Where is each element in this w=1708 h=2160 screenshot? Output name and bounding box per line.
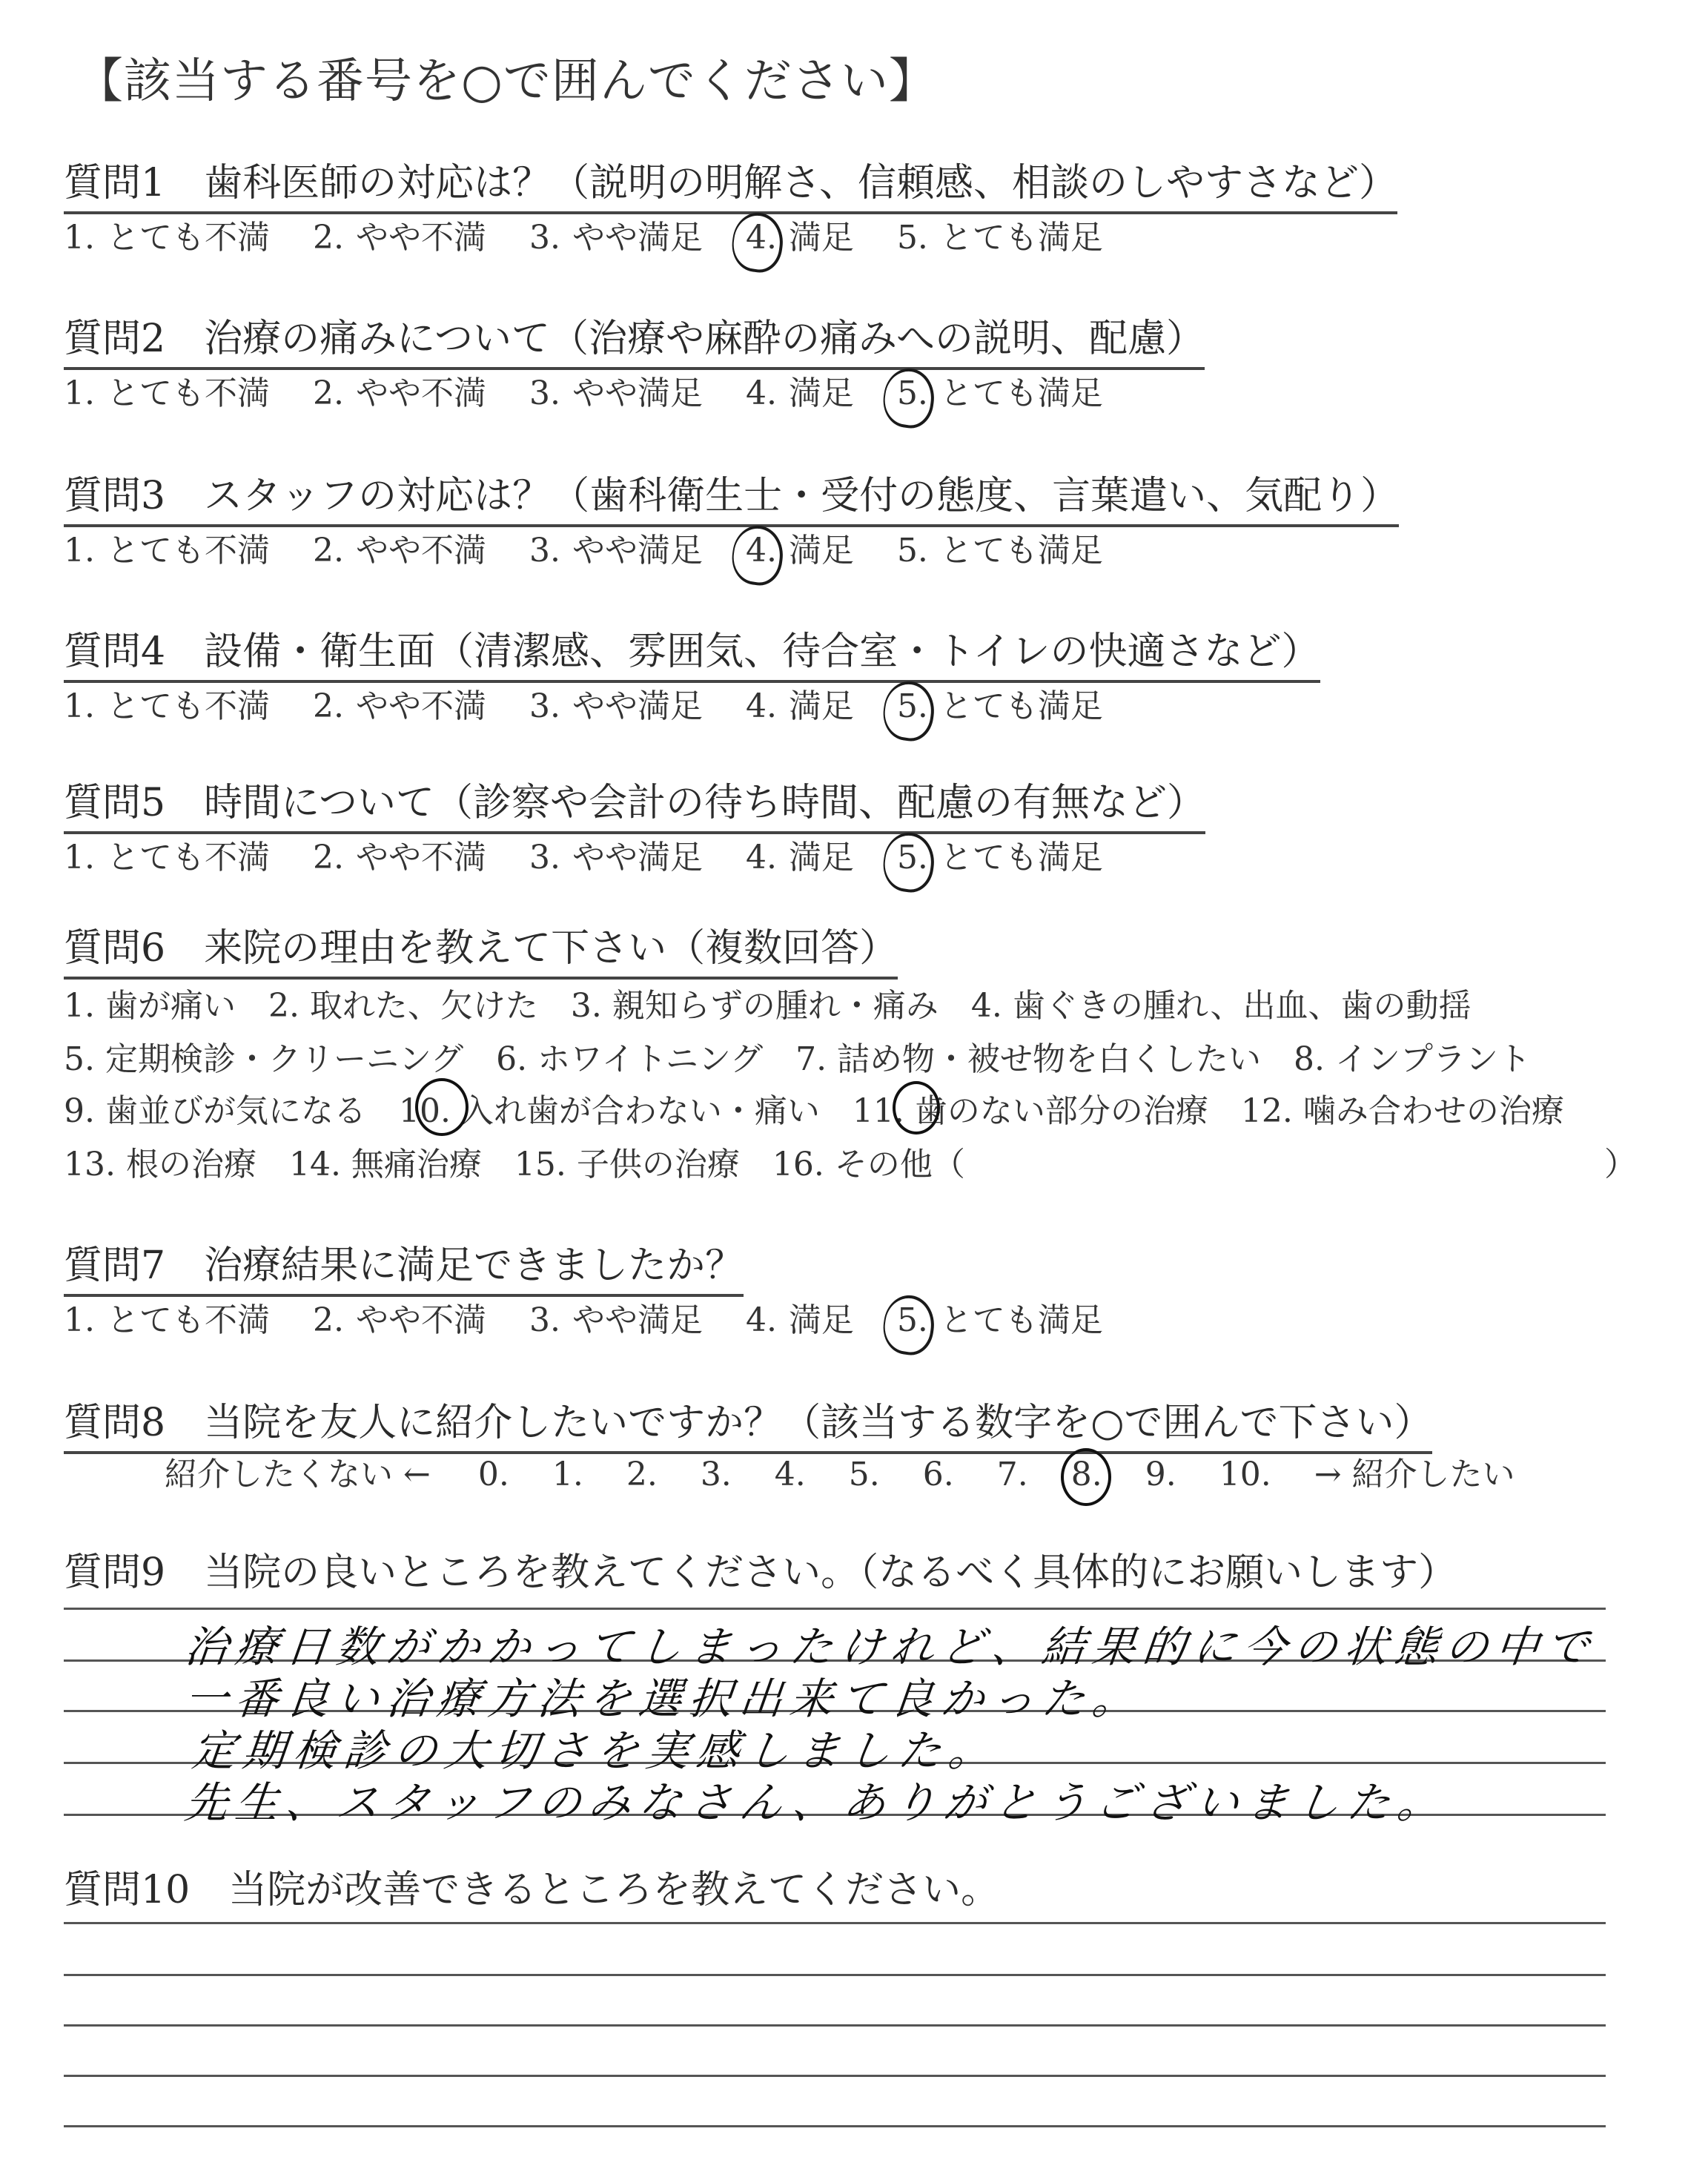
q7-options: [64, 1293, 1146, 1341]
q2-option-5: [897, 366, 1103, 414]
q1-option-label: 満足: [788, 219, 854, 257]
q3-option-label: とても満足: [939, 532, 1103, 569]
q4-option-label: やや満足: [572, 687, 703, 725]
q5-option-number: 2.: [312, 839, 344, 876]
q2-option-label: やや不満: [355, 374, 486, 412]
q8-scale-value: 6.: [922, 1456, 954, 1493]
q3-option-label: やや不満: [355, 532, 486, 569]
q4-option-number: 1.: [64, 687, 95, 725]
q5-option-number: 4.: [745, 839, 777, 876]
q3-option-5: [897, 524, 1103, 571]
q1-option-number: 1.: [64, 219, 95, 257]
q7-option-label: とても満足: [939, 1301, 1103, 1339]
q10-label: 質問10 当院が改善できるところを教えてください。: [64, 1868, 1000, 1912]
q5-option-label: 満足: [788, 839, 854, 876]
q2-option-2: [313, 366, 486, 414]
q1-option-label: やや不満: [355, 219, 486, 257]
q6-close-paren: ）: [1604, 1146, 1637, 1183]
q4-option-1: [64, 679, 270, 727]
q7-option-label: とても不満: [106, 1301, 270, 1339]
q2-option-1: [64, 366, 270, 414]
q4-option-label: 満足: [788, 687, 854, 725]
q7-option-4: [746, 1293, 854, 1341]
q1-option-3: [529, 211, 703, 258]
q5-option-label: やや不満: [355, 839, 486, 876]
q2-option-label: とても満足: [939, 374, 1103, 412]
q2-option-4: [746, 366, 854, 414]
q5-option-1: [64, 830, 270, 878]
q2-options: [64, 366, 1146, 414]
q4-option-number: 2.: [312, 687, 344, 725]
q7-option-2: [313, 1293, 486, 1341]
q3-option-number: 1.: [64, 532, 95, 569]
q9-answer-line: 治療日数がかかってしまったけれど、結果的に今の状態の中で: [182, 1622, 1600, 1672]
q2-label: 質問2 治療の痛みについて（治療や麻酔の痛みへの説明、配慮）: [64, 307, 1205, 370]
q6-row-2: 5. 定期検診・クリーニング 6. ホワイトニング 7. 詰め物・被せ物を白くしたい 8. インプラント: [64, 1040, 1532, 1078]
q1-option-label: やや満足: [572, 219, 703, 257]
q3-label: 質問3 スタッフの対応は？（歯科衛生士・受付の態度、言葉遣い、気配り）: [64, 464, 1399, 527]
q5-option-4: [746, 830, 854, 878]
q6-row-4: 13. 根の治療 14. 無痛治療 15. 子供の治療 16. その他（: [64, 1146, 965, 1183]
q5-option-label: とても満足: [939, 839, 1103, 876]
q4-option-label: やや不満: [355, 687, 486, 725]
q3-option-label: 満足: [788, 532, 854, 569]
q8-scale: [165, 1447, 1515, 1495]
q3-option-2: [313, 524, 486, 571]
q1-option-label: とても不満: [106, 219, 270, 257]
q8-scale-value: 7.: [996, 1456, 1028, 1493]
q2-option-label: やや満足: [572, 374, 703, 412]
q2-option-label: とても不満: [106, 374, 270, 412]
q9-answer-line: 先生、スタッフのみなさん、ありがとうございました。: [182, 1777, 1451, 1828]
q1-label: 質問1 歯科医師の対応は？（説明の明解さ、信頼感、相談のしやすさなど）: [64, 151, 1397, 214]
q10-line: [64, 1974, 1606, 1976]
q5-option-label: とても不満: [106, 839, 270, 876]
q9-label: 質問9 当院の良いところを教えてください。（なるべく具体的にお願いします）: [64, 1550, 1457, 1595]
q8-scale-value: 10.: [1219, 1456, 1271, 1493]
q3-option-number: 5.: [896, 532, 928, 569]
q4-option-number: 3.: [529, 687, 560, 725]
q7-option-3: [529, 1293, 703, 1341]
q10-line: [64, 1922, 1606, 1924]
q5-option-3: [529, 830, 703, 878]
q7-option-number: 2.: [312, 1301, 344, 1339]
q1-option-number: 4.: [745, 219, 777, 257]
q4-label: 質問4 設備・衛生面（清潔感、雰囲気、待合室・トイレの快適さなど）: [64, 620, 1320, 683]
q7-option-number: 5.: [896, 1301, 928, 1339]
q8-scale-value: 2.: [626, 1456, 658, 1493]
q1-options: [64, 211, 1146, 258]
q3-option-3: [529, 524, 703, 571]
q8-scale-value: 1.: [552, 1456, 583, 1493]
q3-options: [64, 524, 1146, 571]
page-title: 【該当する番号を○で囲んでください】: [76, 54, 937, 109]
q6-label: 質問6 来院の理由を教えて下さい（複数回答）: [64, 916, 898, 980]
q4-option-3: [529, 679, 703, 727]
q9-line: [64, 1608, 1606, 1610]
q5-option-number: 5.: [896, 839, 928, 876]
q7-label: 質問7 治療結果に満足できましたか？: [64, 1234, 744, 1297]
q3-option-number: 2.: [312, 532, 344, 569]
q8-scale-value: 0.: [477, 1456, 509, 1493]
q5-option-number: 1.: [64, 839, 95, 876]
q1-option-1: [64, 211, 270, 258]
q6-circle-11: [893, 1081, 940, 1135]
q8-scale-value: 3.: [700, 1456, 732, 1493]
q4-options: [64, 679, 1146, 727]
q2-option-label: 満足: [788, 374, 854, 412]
q8-selected-circle: [1061, 1448, 1111, 1506]
q3-option-number: 3.: [529, 532, 560, 569]
q4-option-label: とても不満: [106, 687, 270, 725]
q8-scale-value: 9.: [1145, 1456, 1176, 1493]
q2-option-number: 5.: [896, 374, 928, 412]
q1-option-5: [897, 211, 1103, 258]
q7-option-label: やや不満: [355, 1301, 486, 1339]
q2-option-number: 3.: [529, 374, 560, 412]
q7-option-label: やや満足: [572, 1301, 703, 1339]
q8-scale-value: 8.: [1071, 1456, 1102, 1493]
q2-option-number: 2.: [312, 374, 344, 412]
q4-option-number: 5.: [896, 687, 928, 725]
q9-answer-line: 一番良い治療方法を選択出来て良かった。: [182, 1674, 1146, 1724]
q6-row-1: 1. 歯が痛い 2. 取れた、欠けた 3. 親知らずの腫れ・痛み 4. 歯ぐきの腫れ、出血、歯の動揺: [64, 987, 1472, 1025]
q3-option-1: [64, 524, 270, 571]
q2-option-3: [529, 366, 703, 414]
q8-scale-value: 5.: [848, 1456, 880, 1493]
q10-line: [64, 2125, 1606, 2127]
q5-option-number: 3.: [529, 839, 560, 876]
q4-option-5: [897, 679, 1103, 727]
q4-option-label: とても満足: [939, 687, 1103, 725]
q5-options: [64, 830, 1146, 878]
q5-label: 質問5 時間について（診察や会計の待ち時間、配慮の有無など）: [64, 771, 1205, 834]
q7-option-5: [897, 1293, 1103, 1341]
q1-option-4: [746, 211, 854, 258]
q7-option-label: 満足: [788, 1301, 854, 1339]
q2-option-number: 4.: [745, 374, 777, 412]
q1-option-number: 5.: [896, 219, 928, 257]
q9-answer-line: 定期検診の大切さを実感しました。: [189, 1725, 1002, 1776]
q4-option-number: 4.: [745, 687, 777, 725]
q8-scale-right: → 紹介したい: [1314, 1456, 1515, 1493]
q3-option-label: とても不満: [106, 532, 270, 569]
q1-option-number: 2.: [312, 219, 344, 257]
q7-option-number: 1.: [64, 1301, 95, 1339]
q8-scale-left: 紹介したくない ←: [165, 1456, 431, 1493]
q7-option-1: [64, 1293, 270, 1341]
q6-circle-10: [415, 1078, 469, 1136]
q10-line: [64, 2075, 1606, 2077]
q7-option-number: 3.: [529, 1301, 560, 1339]
q4-option-2: [313, 679, 486, 727]
q1-option-number: 3.: [529, 219, 560, 257]
q5-option-5: [897, 830, 1103, 878]
q3-option-label: やや満足: [572, 532, 703, 569]
q3-option-number: 4.: [745, 532, 777, 569]
q1-option-label: とても満足: [939, 219, 1103, 257]
q3-option-4: [746, 524, 854, 571]
q6-row-3: 9. 歯並びが気になる 10. 入れ歯が合わない・痛い 11. 歯のない部分の治療 12. 噛み合わせの治療: [64, 1092, 1564, 1130]
q1-option-2: [313, 211, 486, 258]
q8-label: 質問8 当院を友人に紹介したいですか？（該当する数字を○で囲んで下さい）: [64, 1391, 1432, 1454]
q8-scale-value: 4.: [774, 1456, 806, 1493]
q7-option-number: 4.: [745, 1301, 777, 1339]
q4-option-4: [746, 679, 854, 727]
q5-option-2: [313, 830, 486, 878]
q2-option-number: 1.: [64, 374, 95, 412]
q10-line: [64, 2024, 1606, 2027]
q5-option-label: やや満足: [572, 839, 703, 876]
